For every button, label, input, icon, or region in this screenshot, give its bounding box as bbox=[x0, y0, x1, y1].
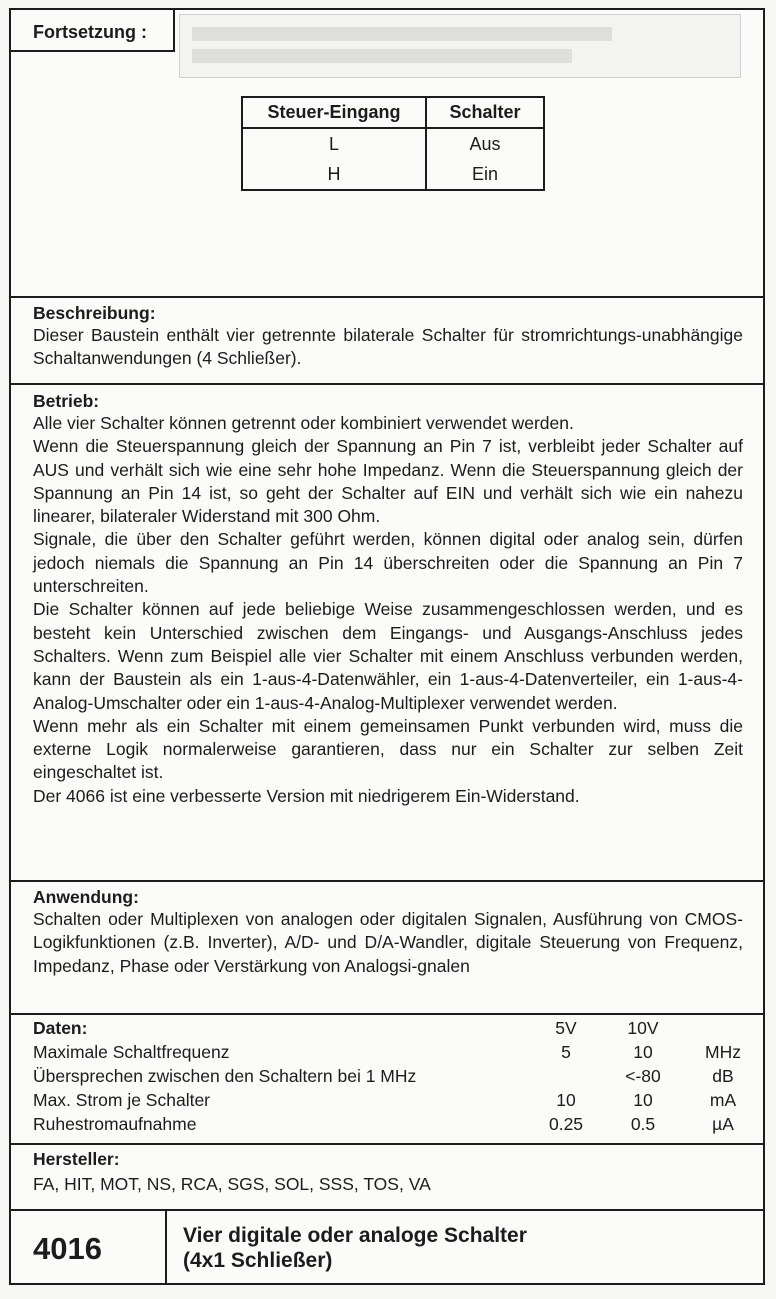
header-switch: Schalter bbox=[426, 97, 544, 128]
truth-table-row bbox=[242, 159, 544, 190]
section-anwendung bbox=[11, 886, 763, 978]
truth-table bbox=[241, 96, 545, 191]
part-title-line: (4x1 Schließer) bbox=[183, 1249, 333, 1272]
section-beschreibung bbox=[11, 302, 763, 371]
data-value-5v: 5 bbox=[561, 1042, 571, 1062]
cell-control-input: L bbox=[242, 128, 426, 159]
column-5v: 5V bbox=[555, 1018, 577, 1038]
section-divider bbox=[11, 383, 763, 385]
data-label: Übersprechen zwischen den Schaltern bei 1 MHz bbox=[33, 1066, 417, 1086]
data-unit: µA bbox=[712, 1114, 734, 1134]
betrieb-paragraph: Wenn mehr als ein Schalter mit einem gemeinsamen Punkt verbunden wird, muss die externe Logik normalerweise garantieren, dass nur ein Schalter zur selben Zeit eingeschaltet ist. bbox=[33, 715, 743, 783]
header-control-input: Steuer-Eingang bbox=[242, 97, 426, 128]
betrieb-heading: Betrieb: bbox=[33, 391, 100, 411]
truth-table-row bbox=[242, 128, 544, 159]
section-daten bbox=[11, 1016, 763, 1136]
data-label: Maximale Schaltfrequenz bbox=[33, 1042, 230, 1062]
data-unit: MHz bbox=[705, 1042, 741, 1062]
betrieb-paragraph: Alle vier Schalter können getrennt oder kombiniert verwendet werden. bbox=[33, 413, 574, 433]
data-label: Ruhestromaufnahme bbox=[33, 1114, 197, 1134]
section-divider bbox=[11, 296, 763, 298]
column-10v: 10V bbox=[627, 1018, 659, 1038]
part-title-line: Vier digitale oder analoge Schalter bbox=[183, 1224, 527, 1247]
beschreibung-text: Dieser Baustein enthält vier getrennte bilaterale Schalter für stromrichtungs-unabhängige Schaltanwendungen (4 Schließer). bbox=[33, 325, 743, 369]
part-title bbox=[183, 1223, 527, 1273]
betrieb-paragraph: Die Schalter können auf jede beliebige Weise zusammengeschlossen werden, und es besteht kein Unterschied zwischen dem Eingangs- und Ausgangs-Anschluss jedes Schalters. Wenn zum Beispiel alle vier Schalter mit einem Anschluss verbunden werden, kann der Baustein als ein 1-aus-4-Datenwähler, ein 1-aus-4-Datenverteiler, ein 1-aus-4-Analog-Umschalter oder ein 1-aus-4-Analog-Multiplexer verwendet werden. bbox=[33, 599, 743, 713]
beschreibung-heading: Beschreibung: bbox=[33, 303, 156, 323]
data-value-10v: 0.5 bbox=[630, 1114, 656, 1134]
betrieb-paragraph: Signale, die über den Schalter geführt werden, können digital oder analog sein, dürfen jedoch niemals die Spannung an Pin 14 überschreiten oder die Spannung an Pin 7 unterschreiten. bbox=[33, 529, 743, 597]
section-hersteller bbox=[11, 1148, 763, 1196]
data-row bbox=[33, 1112, 743, 1136]
data-value-5v: 0.25 bbox=[548, 1114, 584, 1134]
hersteller-text: FA, HIT, MOT, NS, RCA, SGS, SOL, SSS, TOS, VA bbox=[33, 1174, 431, 1194]
cell-switch-state: Ein bbox=[471, 164, 498, 184]
anwendung-heading: Anwendung: bbox=[33, 887, 139, 907]
section-betrieb bbox=[11, 390, 763, 808]
data-unit: dB bbox=[712, 1066, 734, 1086]
truth-table-header bbox=[242, 97, 544, 128]
section-divider bbox=[11, 880, 763, 882]
section-divider bbox=[11, 1143, 763, 1145]
betrieb-paragraph: Der 4066 ist eine verbesserte Version mit niedrigerem Ein-Widerstand. bbox=[33, 785, 580, 806]
hersteller-heading: Hersteller: bbox=[33, 1149, 120, 1169]
data-value-10v: <-80 bbox=[625, 1066, 661, 1086]
betrieb-paragraph: Wenn die Steuerspannung gleich der Spannung an Pin 7 ist, verbleibt jeder Schalter auf AUS und verhält sich wie eine sehr hohe Impedanz. Wenn die Steuerspannung gleich der Spannung an Pin 14 ist, so geht der Schalter auf EIN und verhält sich wie ein nahezu linearer, bilateraler Widerstand mit 300 Ohm. bbox=[33, 436, 743, 527]
data-value-10v: 10 bbox=[633, 1090, 653, 1110]
bleed-through-header bbox=[179, 14, 741, 78]
daten-header-row bbox=[33, 1016, 743, 1040]
anwendung-text: Schalten oder Multiplexen von analogen oder digitalen Signalen, Ausführung von CMOS-Logikfunktionen (z.B. Inverter), A/D- und D/A-Wandler, digitale Steuerung von Frequenz, Impedanz, Phase oder Verstärkung von Analogsi-gnalen bbox=[33, 909, 743, 976]
data-row bbox=[33, 1088, 743, 1112]
cell-control-input: H bbox=[242, 159, 426, 190]
data-value-5v: 10 bbox=[556, 1090, 576, 1110]
data-value-10v: 10 bbox=[633, 1042, 653, 1062]
daten-heading: Daten: bbox=[33, 1018, 88, 1038]
cell-switch-state: Aus bbox=[469, 134, 501, 154]
data-row bbox=[33, 1040, 743, 1064]
data-unit: mA bbox=[709, 1090, 737, 1110]
datasheet-page bbox=[9, 8, 765, 1285]
continuation-label: Fortsetzung : bbox=[11, 10, 175, 52]
data-row bbox=[33, 1064, 743, 1088]
section-divider bbox=[11, 1013, 763, 1015]
data-label: Max. Strom je Schalter bbox=[33, 1090, 210, 1110]
part-number: 4016 bbox=[11, 1211, 167, 1285]
